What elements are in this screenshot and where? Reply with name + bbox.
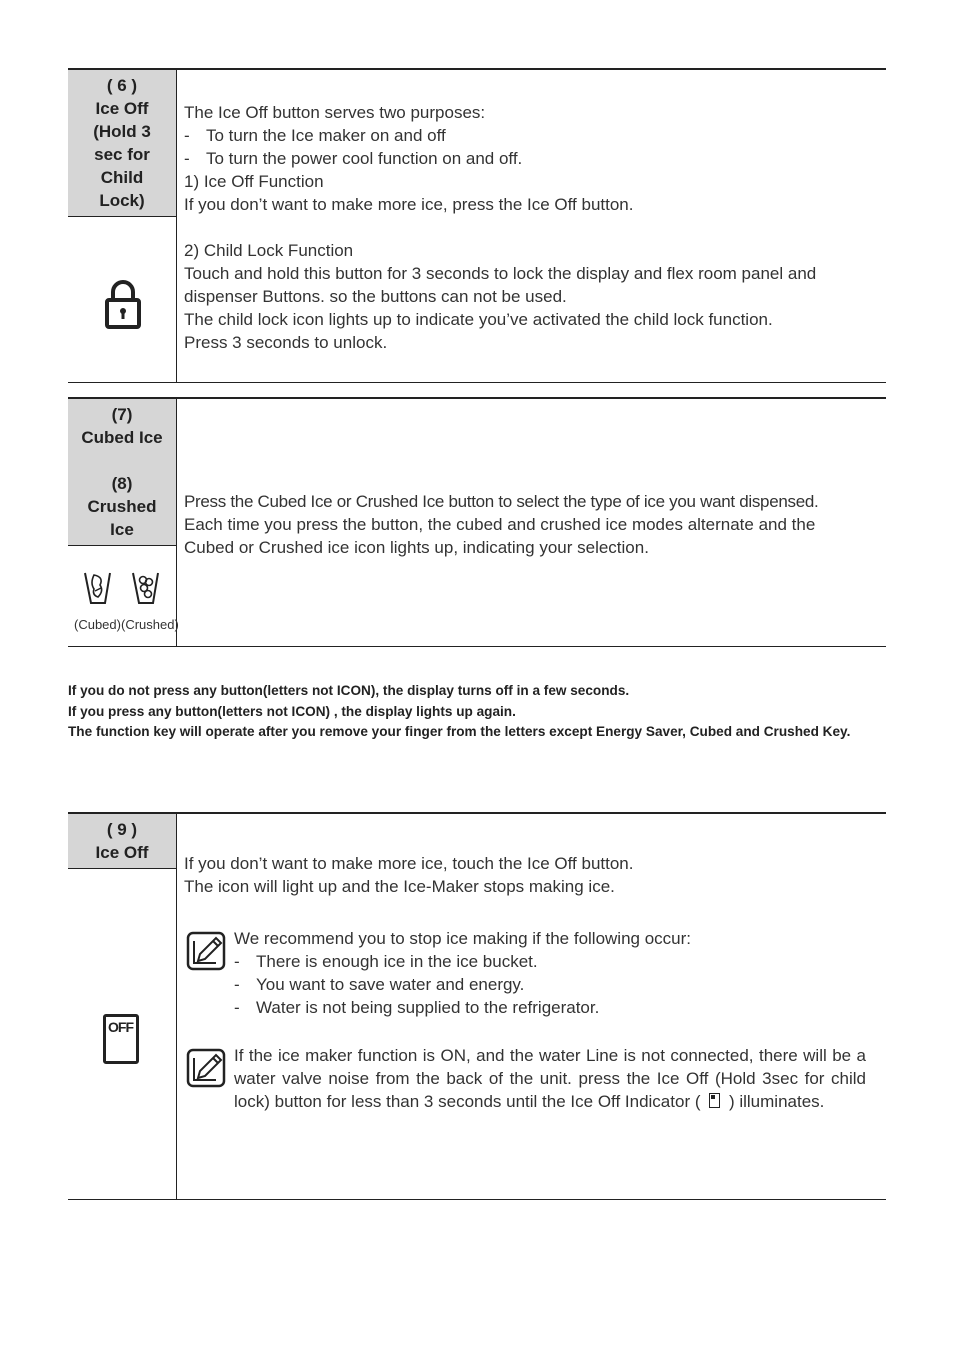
crushed-caption: (Crushed) — [121, 617, 179, 632]
lock-icon — [104, 278, 142, 330]
bullet-item: - You want to save water and energy. — [234, 975, 525, 994]
label-line: Child — [100, 168, 144, 187]
bullet-item: - There is enough ice in the ice bucket. — [234, 952, 538, 971]
label-line: Cubed Ice — [81, 428, 163, 447]
bullet-text: You want to save water and energy. — [256, 975, 525, 994]
function-2-line: dispenser Buttons. so the buttons can not be used. — [184, 287, 567, 306]
section-7-8-label — [68, 399, 176, 546]
description-line: Cubed or Crushed ice icon lights up, indicating your selection. — [184, 538, 649, 557]
note-line: If you press any button(letters not ICON) , the display lights up again. — [68, 704, 516, 719]
label-line: ( 9 ) — [106, 820, 138, 839]
bullet-item: - Water is not being supplied to the refrigerator. — [234, 998, 600, 1017]
function-2-title: 2) Child Lock Function — [184, 241, 354, 260]
cubed-ice-icon — [82, 569, 112, 607]
label-line: ( 6 ) — [106, 76, 138, 95]
label-line — [68, 449, 176, 472]
bullet-text: There is enough ice in the ice bucket. — [256, 952, 538, 971]
note-box-2 — [184, 1044, 866, 1113]
section-9-label — [68, 814, 176, 869]
label-line: sec for — [94, 145, 150, 164]
note-1-text — [234, 927, 866, 1019]
note-2-text-before: If the ice maker function is ON, and the water Line is not connected, there will be a water valve noise from the back of the unit. press the Ice Off (Hold 3sec for child lock) button for less than 3 seconds until the Ice Off Indicator ( — [234, 1046, 866, 1111]
crushed-ice-icon — [130, 569, 160, 607]
section-9-left-column — [68, 814, 177, 1199]
note-2-text — [234, 1044, 866, 1113]
ice-off-icon-text: OFF — [108, 1019, 133, 1035]
note-line: The function key will operate after you remove your finger from the letters except Energy Saver, Cubed and Crushed Key. — [68, 724, 851, 739]
section-6-label — [68, 70, 176, 217]
label-line: Ice Off — [95, 843, 149, 862]
label-line: (8) — [111, 474, 133, 493]
intro-line: The icon will light up and the Ice-Maker stops making ice. — [184, 877, 615, 896]
bullet-text: To turn the Ice maker on and off — [206, 126, 446, 145]
label-line: Lock) — [99, 191, 145, 210]
label-line: (Hold 3 — [93, 122, 151, 141]
note-line: If you do not press any button(letters not ICON), the display turns off in a few seconds. — [68, 683, 630, 698]
note-box-1 — [184, 927, 866, 1019]
intro-text: The Ice Off button serves two purposes: — [184, 103, 486, 122]
section-7-8-left-column — [68, 399, 177, 646]
bullet-text: To turn the power cool function on and off. — [206, 149, 523, 168]
section-7-8-description — [184, 490, 880, 559]
ice-off-indicator-icon — [709, 1093, 720, 1108]
section-6-description — [184, 101, 880, 354]
section-6-left-column — [68, 70, 177, 382]
function-2-line: The child lock icon lights up to indicate you’ve activated the child lock function. — [184, 310, 773, 329]
section-6-table — [68, 68, 886, 383]
label-line: Ice Off — [95, 99, 149, 118]
function-2-line: Touch and hold this button for 3 seconds to lock the display and flex room panel and — [184, 264, 817, 283]
label-line: (7) — [111, 405, 133, 424]
description-line: Each time you press the button, the cubed and crushed ice modes alternate and the — [184, 515, 816, 534]
section-9-table — [68, 812, 886, 1200]
description-line: Press the Cubed Ice or Crushed Ice button to select the type of ice you want dispensed. — [184, 492, 819, 511]
ice-off-icon — [103, 1014, 139, 1064]
function-1-text: If you don’t want to make more ice, press the Ice Off button. — [184, 195, 634, 214]
note-pencil-icon — [186, 1048, 226, 1088]
function-1-title: 1) Ice Off Function — [184, 172, 324, 191]
bullet-text: Water is not being supplied to the refrigerator. — [256, 998, 600, 1017]
intro-line: If you don’t want to make more ice, touch the Ice Off button. — [184, 854, 634, 873]
note-2-text-after: ) illuminates. — [728, 1092, 825, 1111]
bullet-item: - To turn the Ice maker on and off — [184, 126, 446, 145]
label-line: Ice — [110, 520, 134, 539]
note-1-title: We recommend you to stop ice making if the following occur: — [234, 929, 692, 948]
label-line: Crushed — [87, 497, 157, 516]
cubed-caption: (Cubed) — [74, 617, 121, 632]
bullet-item: - To turn the power cool function on and off. — [184, 149, 523, 168]
section-9-description — [184, 852, 880, 898]
function-2-line: Press 3 seconds to unlock. — [184, 333, 388, 352]
note-pencil-icon — [186, 931, 226, 971]
section-7-8-table — [68, 397, 886, 647]
display-notes — [68, 680, 886, 742]
